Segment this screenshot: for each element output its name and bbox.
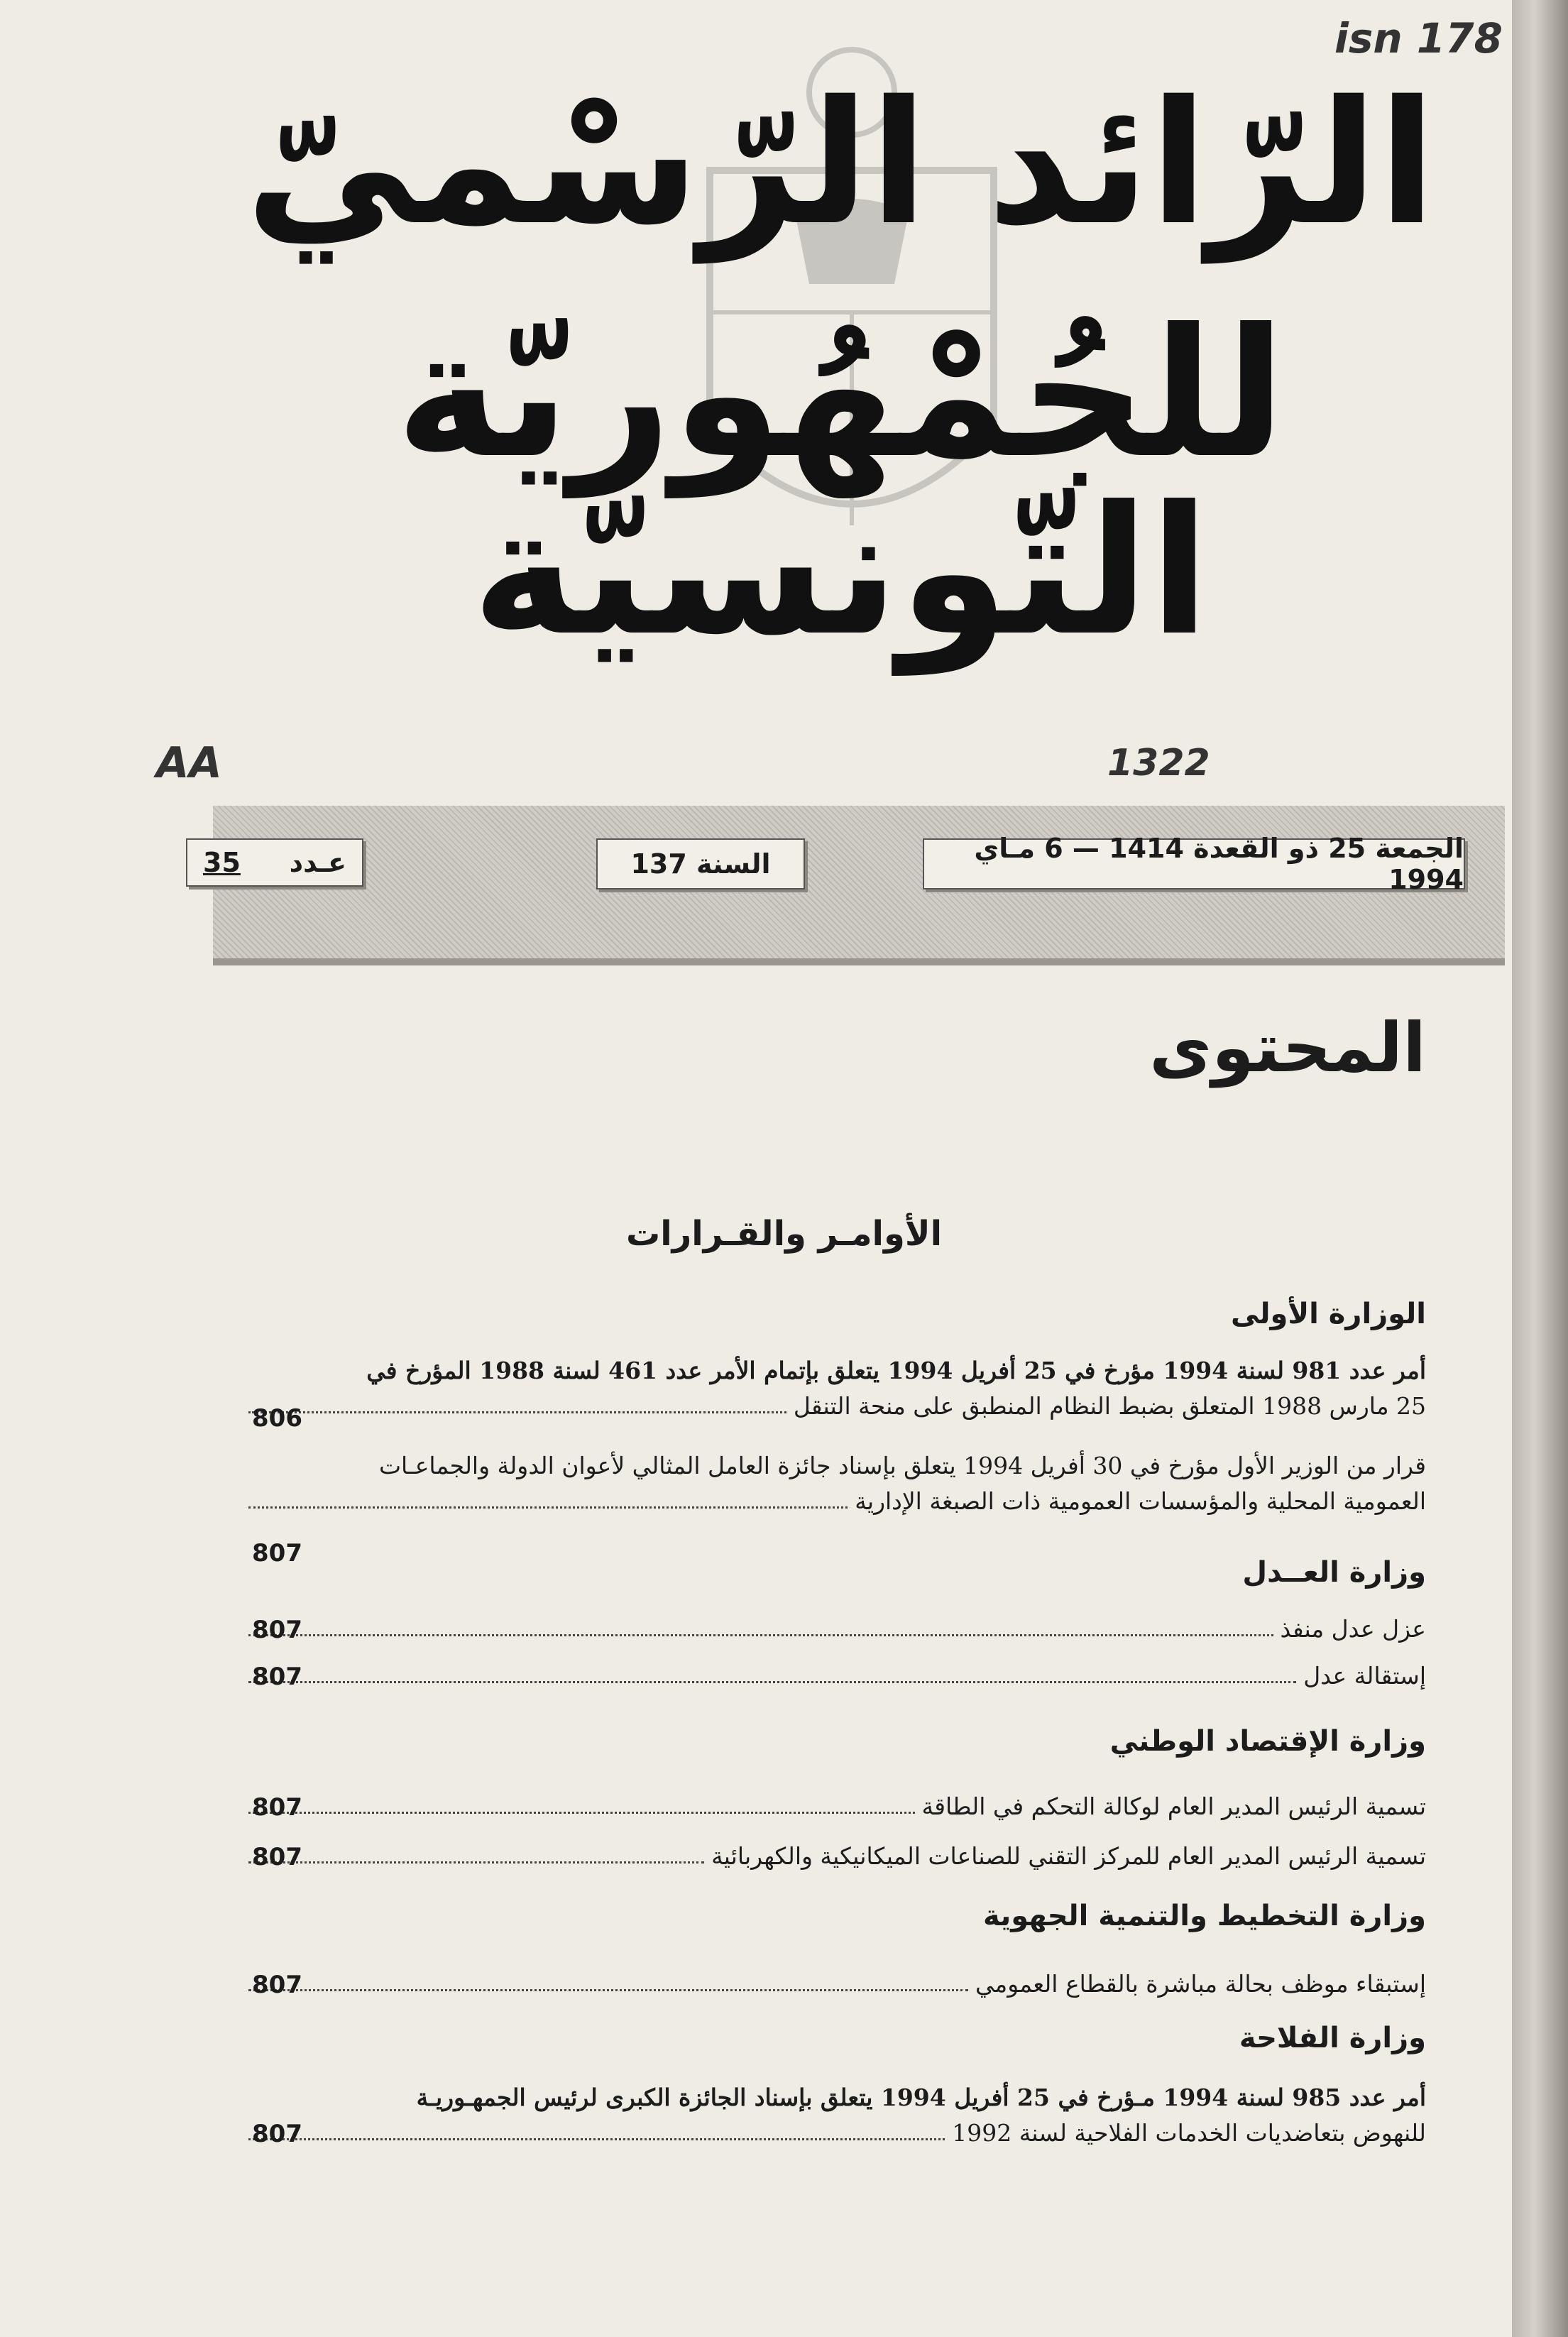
toc-entry-line: تسمية الرئيس المدير العام لوكالة التحكم في الطاقة (241, 1789, 1426, 1824)
toc-entry-line: أمر عدد 981 لسنة 1994 مؤرخ في 25 أفريل 1994 يتعلق بإتمام الأمر عدد 461 لسنة 1988 المؤرخ في (366, 1357, 1426, 1384)
handwritten-note-center: 1322 (1107, 742, 1210, 784)
page-number: 807 (252, 1539, 302, 1567)
issue-date: الجمعة 25 ذو القعدة 1414 — 6 مـاي 1994 (974, 833, 1464, 895)
toc-entry-line: إستبقاء موظف بحالة مباشرة بالقطاع العمومي (241, 1966, 1426, 2002)
year-box (596, 838, 805, 890)
section-heading: الأوامـر والقـرارات (625, 1214, 943, 1254)
handwritten-note-top-right: isn 178 (1334, 14, 1503, 62)
toc-entry-line: للنهوض بتعاضديات الخدمات الفلاحية لسنة 1992 (241, 2116, 1426, 2151)
toc-entry[interactable] (241, 1448, 1426, 1519)
toc-entry[interactable] (241, 1839, 1426, 1874)
toc-entry-line: تسمية الرئيس المدير العام للمركز التقني للصناعات الميكانيكية والكهربائية (241, 1839, 1426, 1874)
toc-entry-line: قرار من الوزير الأول مؤرخ في 30 أفريل 1994 يتعلق بإسناد جائزة العامل المثالي لأعوان الدولة والجماعـات (378, 1452, 1426, 1479)
page-number: 807 (252, 1971, 302, 1999)
toc-entry-line: إستقالة عدل (241, 1658, 1426, 1694)
ministry-heading: الوزارة الأولى (1231, 1298, 1426, 1330)
issue-number: 35 (203, 847, 241, 878)
toc-entry-line: عزل عدل منفذ (241, 1611, 1426, 1647)
page-number: 807 (252, 2120, 302, 2148)
toc-entry-line: أمر عدد 985 لسنة 1994 مـؤرخ في 25 أفريل 1994 يتعلق بإسناد الجائزة الكبرى لرئيس الجمهـوريـة (416, 2084, 1426, 2111)
contents-title: المحتوى (1149, 1008, 1426, 1088)
binding-edge (1512, 0, 1568, 2337)
toc-entry[interactable] (241, 1611, 1426, 1647)
date-box (923, 833, 1465, 895)
handwritten-note-left: AA (156, 738, 222, 788)
toc-entry[interactable] (241, 1353, 1426, 1424)
issue-label: عـدد (289, 847, 346, 878)
page-number: 807 (252, 1843, 302, 1871)
ministry-heading: وزارة العــدل (1242, 1556, 1426, 1589)
toc-entry[interactable] (241, 2080, 1426, 2151)
page-number: 807 (252, 1793, 302, 1822)
issue-number-box (186, 838, 363, 887)
ministry-heading: وزارة التخطيط والتنمية الجهوية (982, 1900, 1426, 1932)
page-number: 806 (252, 1404, 302, 1433)
year-label: السنة 137 (630, 848, 771, 880)
toc-entry[interactable] (241, 1966, 1426, 2002)
toc-entry[interactable] (241, 1658, 1426, 1694)
toc-entry[interactable] (241, 1789, 1426, 1824)
ministry-heading: وزارة الفلاحة (1239, 2022, 1426, 2054)
toc-entry-line: العمومية المحلية والمؤسسات العمومية ذات الصبغة الإدارية (241, 1484, 1426, 1519)
masthead-line-2: للجُمْهُوريّة التّونسيّة (395, 290, 1286, 674)
masthead-line-1: الرّائد الرّسْميّ (245, 64, 1437, 263)
page-number: 807 (252, 1663, 302, 1691)
issue-info-band (203, 806, 1505, 965)
page-number: 807 (252, 1616, 302, 1644)
ministry-heading: وزارة الإقتصاد الوطني (1109, 1725, 1426, 1758)
toc-entry-line: 25 مارس 1988 المتعلق بضبط النظام المنطبق على منحة التنقل (241, 1389, 1426, 1424)
